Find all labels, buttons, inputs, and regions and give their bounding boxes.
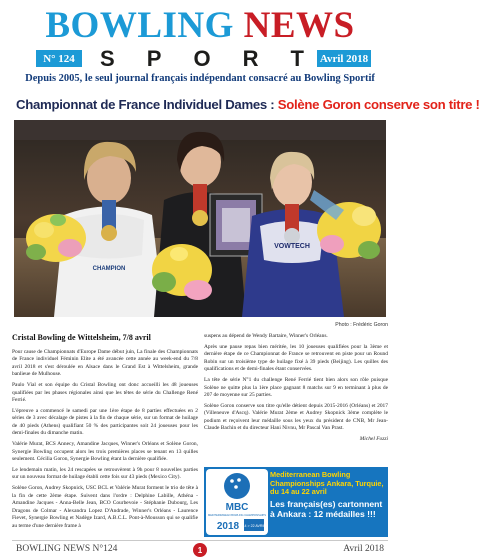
article-paragraph: Valérie Murat, BCS Annecy, Amandine Jacques, Winner's Orléans et Solène Goron, Synergie Bowling occupent alors les trois premières places se tenant en 13 quilles seulement. Cécilia Goron, Synergie Bowling étant la dernière qualifiée. [12, 441, 198, 463]
bouquet-left [26, 214, 86, 262]
headline-result: Solène Goron conserve son titre ! [277, 97, 480, 112]
page-number: 1 [193, 543, 207, 557]
mbc-logo-dates: 14 > 22 AVRIL [242, 524, 266, 528]
masthead-title-news: NEWS [243, 5, 355, 46]
left-shirt-text: CHAMPION [92, 266, 126, 272]
mbc-logo-year: 2018 [216, 521, 240, 532]
article-column-right [204, 333, 388, 444]
promo-box[interactable] [204, 467, 388, 537]
sport-letter: S [100, 46, 115, 71]
footer-divider [12, 540, 388, 541]
bouquet-middle [152, 244, 212, 300]
masthead-title [0, 4, 400, 48]
article-paragraph: Paulo Vial et son équipe du Cristal Bowling ont donc accueilli les 48 joueuses qualifiées par les phases régionales ainsi que les têtes de série du Challenge René Ferrié. [12, 382, 198, 404]
article-paragraph: Solène Goron conserve son titre qu'elle détient depuis 2015-2016 (Orléans) et 2017 (Villeneuve d'Ascq). Valérie Murat 2ème et Audrey Skopnick 3ème complète le podium et reçoivent leur médaille sous les yeux du président de CNB, Mr Jean-Claude Bachin et du directeur Hani Nivnu, Mr Pascal Van Prast. [204, 403, 388, 432]
article-paragraph: suspens au dépend de Wendy Bartaire, Winner's Orléans. [204, 333, 328, 339]
mbc-logo-subtext: MEDITERRANEAN BOWLING CHAMPIONSHIPS [208, 514, 266, 517]
article-paragraph: L'épreuve a commencé le samedi par une 1ère étape de 8 parties effectuées en 2 séries de 3 avec décalage de pistes à la fin de chaque série, sur un format de huilage de 40 pieds (Athens) qualifiant 50 % des participantes soit 24 joueuses pour les demi-finales du dimanche matin. [12, 408, 198, 437]
sport-letter: R [242, 46, 259, 71]
article-paragraph: Pour cause de Championnats d'Europe Dame début juin, La finale des Championnats de France individuel Féminin Elite a été avancée cette année au week-end du 7/8 avril 2018 et s'est déroulée en Alsace dans le Grand Est à Wittelsheim, grande banlieue de Mulhouse. [12, 349, 198, 378]
footer-publication: BOWLING NEWS N°124 [16, 544, 118, 554]
sport-letter: T [290, 46, 304, 71]
article-paragraph: Le lendemain matin, les 24 rescapées se retrouvèrent à 9h pour 8 nouvelles parties sur un nouveau format de huilage établi cette fois sur 43 pieds (Mexico City). [12, 467, 198, 481]
sport-subtitle [100, 46, 304, 72]
photo-credit: Photo : Frédéric Goron [335, 322, 388, 328]
mbc-logo [206, 469, 268, 535]
sport-letter: P [146, 46, 162, 71]
article-paragraph: Après une pause repas bien méritée, les 10 joueuses qualifiées pour la 3ème et dernière étape de ce Championnat de France se retrouvent en piste pour un Round Robin sur un troisième type de huilage fixé à 39 pieds (Beijing). Les quilles des qualifications et de demi-finales étant conservées. [204, 344, 388, 373]
headline-event: Championnat de France Individuel Dames : [16, 97, 278, 112]
article-signature: Michel Fozzi [359, 436, 388, 443]
promo-title: Mediterranean Bowling Championships Ankara, Turquie, du 14 au 22 avril [270, 470, 384, 497]
issue-number-badge: N° 124 [36, 50, 82, 67]
tagline: Depuis 2005, le seul journal français indépendant consacré au Bowling Sportif [25, 73, 375, 84]
article-title: Cristal Bowling de Wittelsheim, 7/8 avril [12, 333, 151, 342]
issue-date-badge: Avril 2018 [317, 50, 371, 67]
article-paragraph: La tête de série N°1 du challenge René Ferrié tient bien alors son rôle puisque Solène ne quitte plus la 1ère place gagnant 8 matchs sur 9 en terminant à plus de 207 de moyenne sur 25 parties. [204, 377, 388, 399]
masthead [0, 0, 400, 92]
promo-subtitle: Les français(es) cartonnent à Ankara : 12 médailles !!! [270, 499, 383, 519]
mbc-logo-text: MBC [225, 502, 249, 513]
masthead-title-bowling: BOWLING [45, 5, 234, 46]
sport-letter: O [193, 46, 211, 71]
right-shirt-text: VOWTECH [274, 243, 310, 250]
footer-date: Avril 2018 [343, 544, 384, 554]
article-paragraph: Solène Goron, Audrey Skopnick, USC BCL et Valérie Murat forment le trio de tête à la fin de cette 2ème étape. Suivent dans l'ordre : Delphine Labille, Athéna - Amandine Jacques - Anna-Belle Jean, BCO Courbevoie - Stéphanie Dubourg, Les Dragons de Colmar - Alexandra Lopez D'Andrade, Winner's Orléans - Laurence Fievet, Synergie Bowling et Nadège Izard, A.B.C.L. Pont-à-Mousson qui se qualifie au terme d'une dernière frame à [12, 485, 198, 529]
page-headline [16, 97, 480, 112]
podium-photo [14, 120, 386, 317]
page-footer [0, 538, 400, 560]
article-column-left [12, 333, 198, 534]
